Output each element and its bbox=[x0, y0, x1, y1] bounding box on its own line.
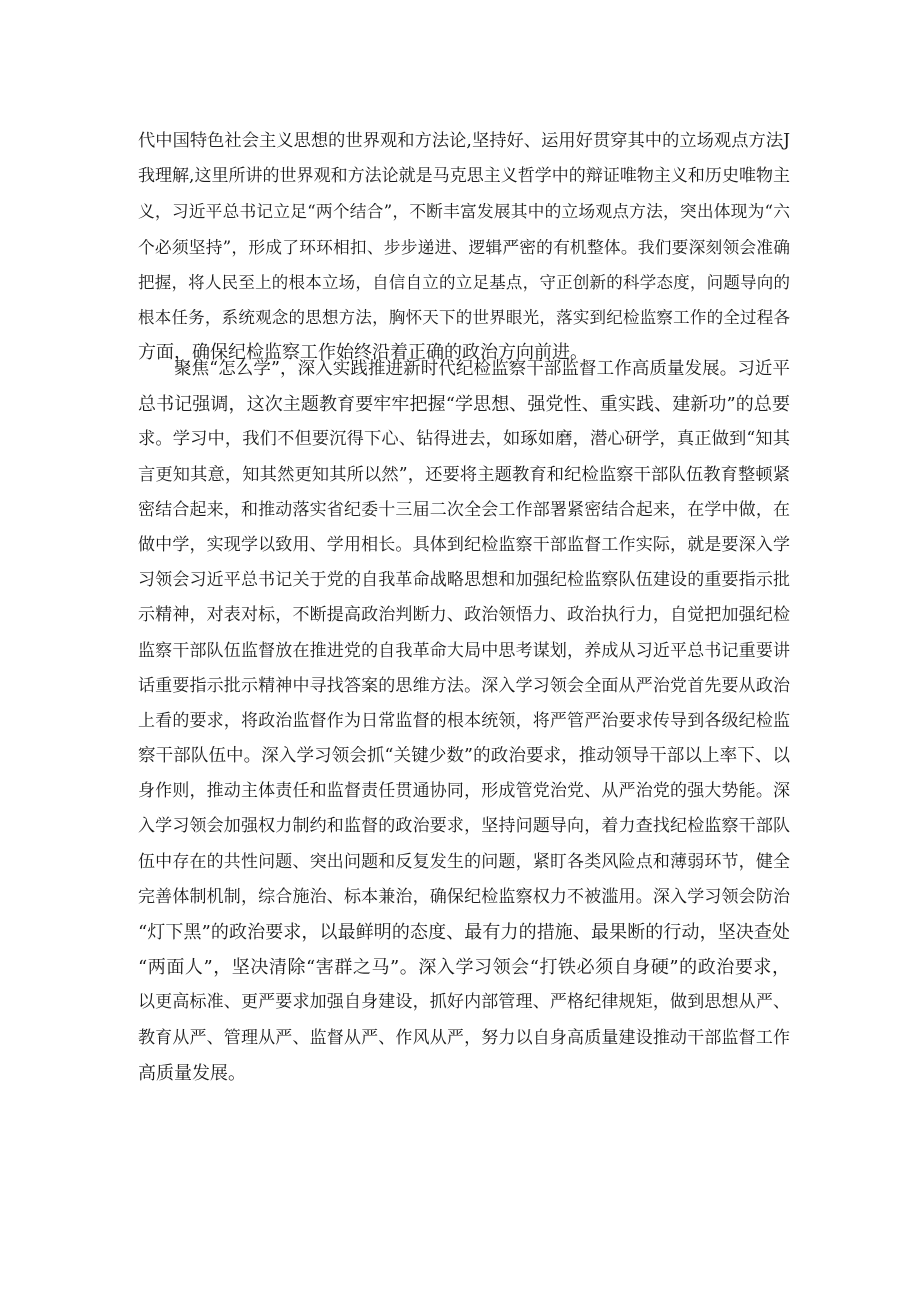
paragraph-line: 以更高标准、更严要求加强自身建设，抓好内部管理、严格纪律规矩，做到思想从严、 bbox=[138, 992, 790, 1013]
paragraph-line: 身作则，推动主体责任和监督责任贯通协同，形成管党治党、从严治党的强大势能。深 bbox=[138, 781, 790, 802]
paragraph-line: 个必须坚持”，形成了环环相扣、步步递进、逻辑严密的有机整体。我们要深刻领会准确 bbox=[138, 236, 790, 257]
paragraph-line: 把握，将人民至上的根本立场，自信自立的立足基点，守正创新的科学态度，问题导向的 bbox=[138, 272, 790, 292]
paragraph-line: 密结合起来，和推动落实省纪委十三届二次全会工作部署紧密结合起来，在学中做，在 bbox=[138, 499, 790, 520]
paragraph-line: 聚焦“怎么学”，深入实践推进新时代纪检监察干部监督工作高质量发展。习近平 bbox=[174, 359, 790, 379]
paragraph-line: 高质量发展。 bbox=[138, 1062, 246, 1084]
paragraph-line: 做中学，实现学以致用、学用相长。具体到纪检监察干部监督工作实际，就是要深入学 bbox=[138, 534, 790, 555]
paragraph-line: 言更知其意，知其然更知其所以然”，还要将主题教育和纪检监察干部队伍教育整顿紧 bbox=[138, 464, 790, 485]
paragraph-line: 伍中存在的共性问题、突出问题和反复发生的问题，紧盯各类风险点和薄弱环节，健全 bbox=[138, 851, 790, 872]
paragraph-1 bbox=[138, 124, 790, 370]
paragraph-line: 代中国特色社会主义思想的世界观和方法论,坚持好、运用好贯穿其中的立场观点方法J bbox=[138, 131, 790, 151]
paragraph-line: “灯下黑”的政治要求，以最鲜明的态度、最有力的措施、最果断的行动，坚决查处 bbox=[138, 922, 790, 943]
paragraph-line: 方面，确保纪检监察工作始终沿着正确的政治方向前进。 bbox=[138, 342, 588, 364]
paragraph-line: 上看的要求，将政治监督作为日常监督的根本统领，将严管严治要求传导到各级纪检监 bbox=[138, 710, 790, 731]
paragraph-line: 完善体制机制，综合施治、标本兼治，确保纪检监察权力不被滥用。深入学习领会防治 bbox=[138, 886, 790, 907]
paragraph-2 bbox=[138, 352, 790, 1091]
paragraph-line: 察干部队伍中。深入学习领会抓“关键少数”的政治要求，推动领导干部以上率下、以 bbox=[138, 746, 790, 767]
paragraph-line: 示精神，对表对标，不断提高政治判断力、政治领悟力、政治执行力，自觉把加强纪检 bbox=[138, 605, 790, 626]
paragraph-line: 我理解,这里所讲的世界观和方法论就是马克思主义哲学中的辩证唯物主义和历史唯物主 bbox=[138, 166, 790, 187]
paragraph-line: 监察干部队伍监督放在推进党的自我革命大局中思考谋划，养成从习近平总书记重要讲 bbox=[138, 640, 790, 661]
paragraph-line: 话重要指示批示精神中寻找答案的思维方法。深入学习领会全面从严治党首先要从政治 bbox=[138, 675, 790, 696]
paragraph-line: 入学习领会加强权力制约和监督的政治要求，坚持问题导向，着力查找纪检监察干部队 bbox=[138, 816, 790, 837]
paragraph-line: 根本任务，系统观念的思想方法，胸怀天下的世界眼光，落实到纪检监察工作的全过程各 bbox=[138, 307, 790, 327]
paragraph-line: 求。学习中，我们不但要沉得下心、钻得进去，如琢如磨，潜心研学，真正做到“知其 bbox=[138, 429, 790, 450]
paragraph-line: 义，习近平总书记立足“两个结合”，不断丰富发展其中的立场观点方法，突出体现为“六 bbox=[138, 201, 790, 222]
paragraph-line: 习领会习近平总书记关于党的自我革命战略思想和加强纪检监察队伍建设的重要指示批 bbox=[138, 570, 790, 591]
paragraph-line: 总书记强调，这次主题教育要牢牢把握“学思想、强党性、重实践、建新功”的总要 bbox=[138, 394, 790, 416]
paragraph-line: “两面人”，坚决清除“害群之马”。深入学习领会“打铁必须自身硬”的政治要求， bbox=[138, 957, 790, 979]
paragraph-line: 教育从严、管理从严、监督从严、作风从严，努力以自身高质量建设推动干部监督工作 bbox=[138, 1027, 790, 1048]
